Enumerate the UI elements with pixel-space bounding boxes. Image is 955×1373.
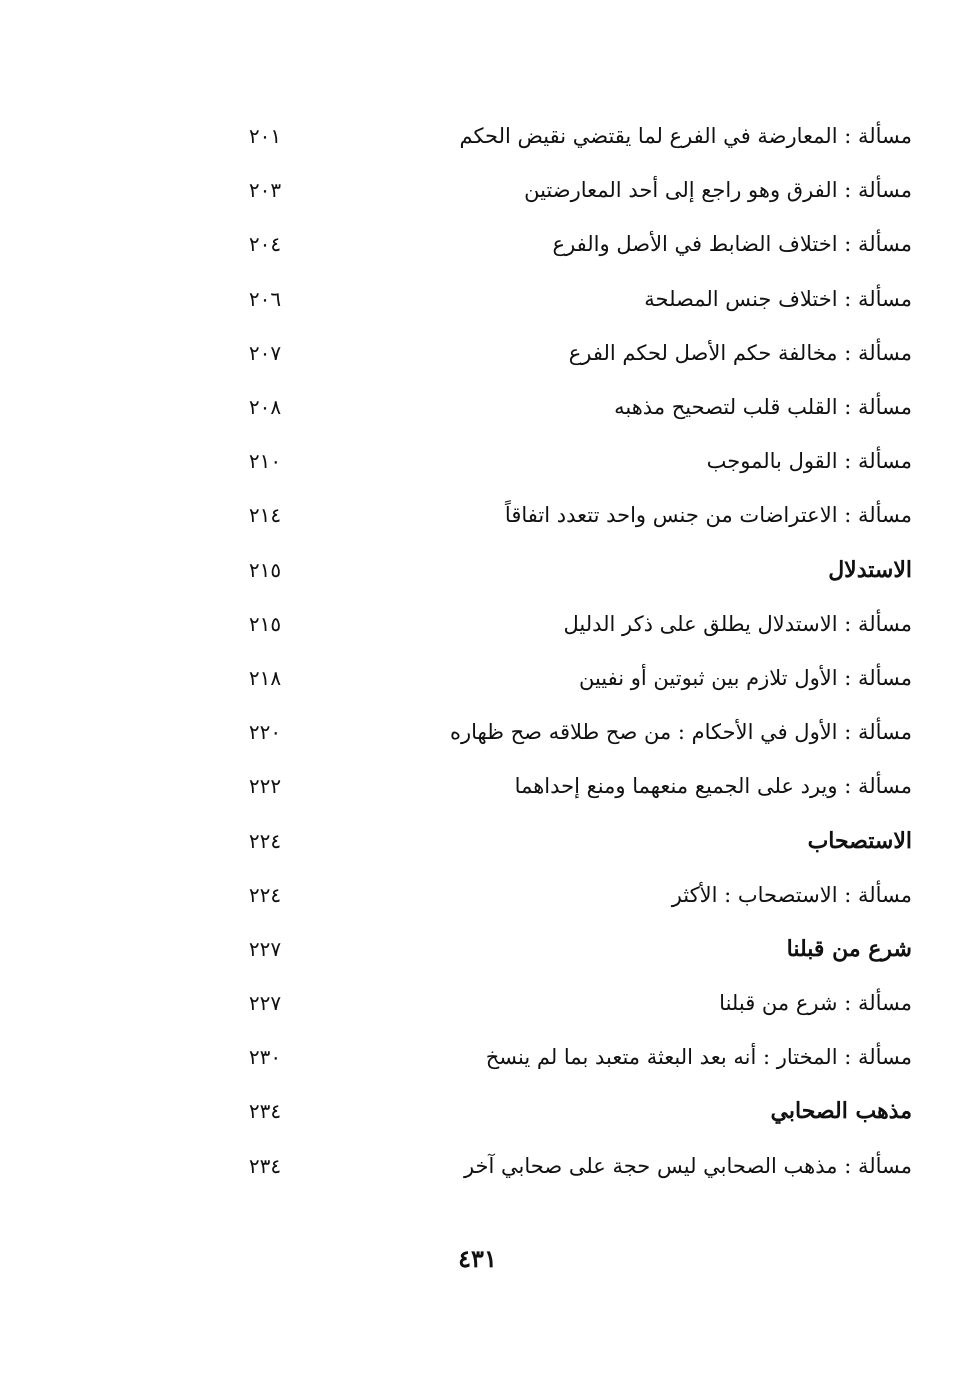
toc-entry-page: ٢٢٤ — [248, 882, 282, 907]
toc-section-heading — [230, 922, 912, 976]
toc-entry-page: ٢٠١ — [248, 124, 282, 149]
toc-row — [230, 434, 912, 488]
toc-row — [230, 217, 912, 271]
toc-entry-page: ٢١٤ — [248, 503, 282, 528]
toc-entry-title: مسألة : مخالفة حكم الأصل لحكم الفرع — [568, 340, 912, 365]
toc-entry-title: مسألة : الأول في الأحكام : من صح طلاقه صح ظهاره — [450, 720, 912, 745]
toc-entry-title: مسألة : اختلاف الضابط في الأصل والفرع — [552, 232, 912, 257]
toc-row — [230, 326, 912, 380]
toc-entry-title: مسألة : الاستدلال يطلق على ذكر الدليل — [563, 611, 912, 636]
toc-entry-page: ٢٢٠ — [248, 720, 282, 745]
toc-entry-page: ٢٠٨ — [248, 395, 282, 420]
toc-entry-page: ٢٣٤ — [248, 1153, 282, 1178]
toc-row — [230, 109, 912, 163]
toc-entry-title: مسألة : اختلاف جنس المصلحة — [644, 286, 912, 311]
toc-row — [230, 1030, 912, 1084]
toc-entry-title: مسألة : ويرد على الجميع منعهما ومنع إحداهما — [514, 774, 912, 799]
toc-entry-title: مسألة : الاعتراضات من جنس واحد تتعدد اتفاقاً — [504, 503, 912, 528]
toc-entry-title: مسألة : المختار : أنه بعد البعثة متعبد بما لم ينسخ — [485, 1045, 912, 1070]
toc-row — [230, 163, 912, 217]
toc-row — [230, 976, 912, 1030]
toc-row — [230, 272, 912, 326]
section-heading-title: شرع من قبلنا — [786, 935, 912, 962]
toc-section-heading — [230, 1084, 912, 1138]
page-number: ٤٣١ — [458, 1244, 497, 1273]
table-of-contents — [230, 109, 912, 1193]
toc-entry-page: ٢٢٢ — [248, 774, 282, 799]
section-heading-title: مذهب الصحابي — [770, 1098, 912, 1125]
toc-row — [230, 380, 912, 434]
toc-entry-title: مسألة : مذهب الصحابي ليس حجة على صحابي آخر — [463, 1153, 912, 1178]
toc-entry-title: مسألة : شرع من قبلنا — [719, 991, 912, 1016]
toc-entry-page: ٢١٥ — [248, 557, 282, 582]
toc-entry-title: مسألة : المعارضة في الفرع لما يقتضي نقيض الحكم — [459, 124, 912, 149]
section-heading-title: الاستصحاب — [807, 827, 912, 854]
toc-row — [230, 651, 912, 705]
toc-section-heading — [230, 543, 912, 597]
toc-entry-page: ٢٠٣ — [248, 178, 282, 203]
toc-row — [230, 597, 912, 651]
toc-entry-title: مسألة : الفرق وهو راجع إلى أحد المعارضتين — [524, 178, 912, 203]
toc-entry-page: ٢١٨ — [248, 665, 282, 690]
toc-entry-title: مسألة : الاستصحاب : الأكثر — [671, 882, 912, 907]
toc-entry-page: ٢٠٤ — [248, 232, 282, 257]
toc-entry-page: ٢١٠ — [248, 449, 282, 474]
toc-entry-title: مسألة : القول بالموجب — [706, 449, 912, 474]
toc-entry-page: ٢٢٤ — [248, 828, 282, 853]
toc-entry-page: ٢٠٧ — [248, 340, 282, 365]
toc-row — [230, 1139, 912, 1193]
toc-entry-page: ٢١٥ — [248, 611, 282, 636]
toc-row — [230, 705, 912, 759]
toc-row — [230, 868, 912, 922]
toc-section-heading — [230, 813, 912, 867]
toc-entry-page: ٢٣٤ — [248, 1099, 282, 1124]
section-heading-title: الاستدلال — [828, 556, 912, 583]
toc-entry-title: مسألة : الأول تلازم بين ثبوتين أو نفيين — [578, 665, 912, 690]
toc-row — [230, 759, 912, 813]
toc-entry-page: ٢٣٠ — [248, 1045, 282, 1070]
toc-entry-page: ٢٢٧ — [248, 991, 282, 1016]
toc-entry-title: مسألة : القلب قلب لتصحيح مذهبه — [614, 395, 912, 420]
toc-entry-page: ٢٠٦ — [248, 286, 282, 311]
toc-entry-page: ٢٢٧ — [248, 936, 282, 961]
toc-row — [230, 488, 912, 542]
